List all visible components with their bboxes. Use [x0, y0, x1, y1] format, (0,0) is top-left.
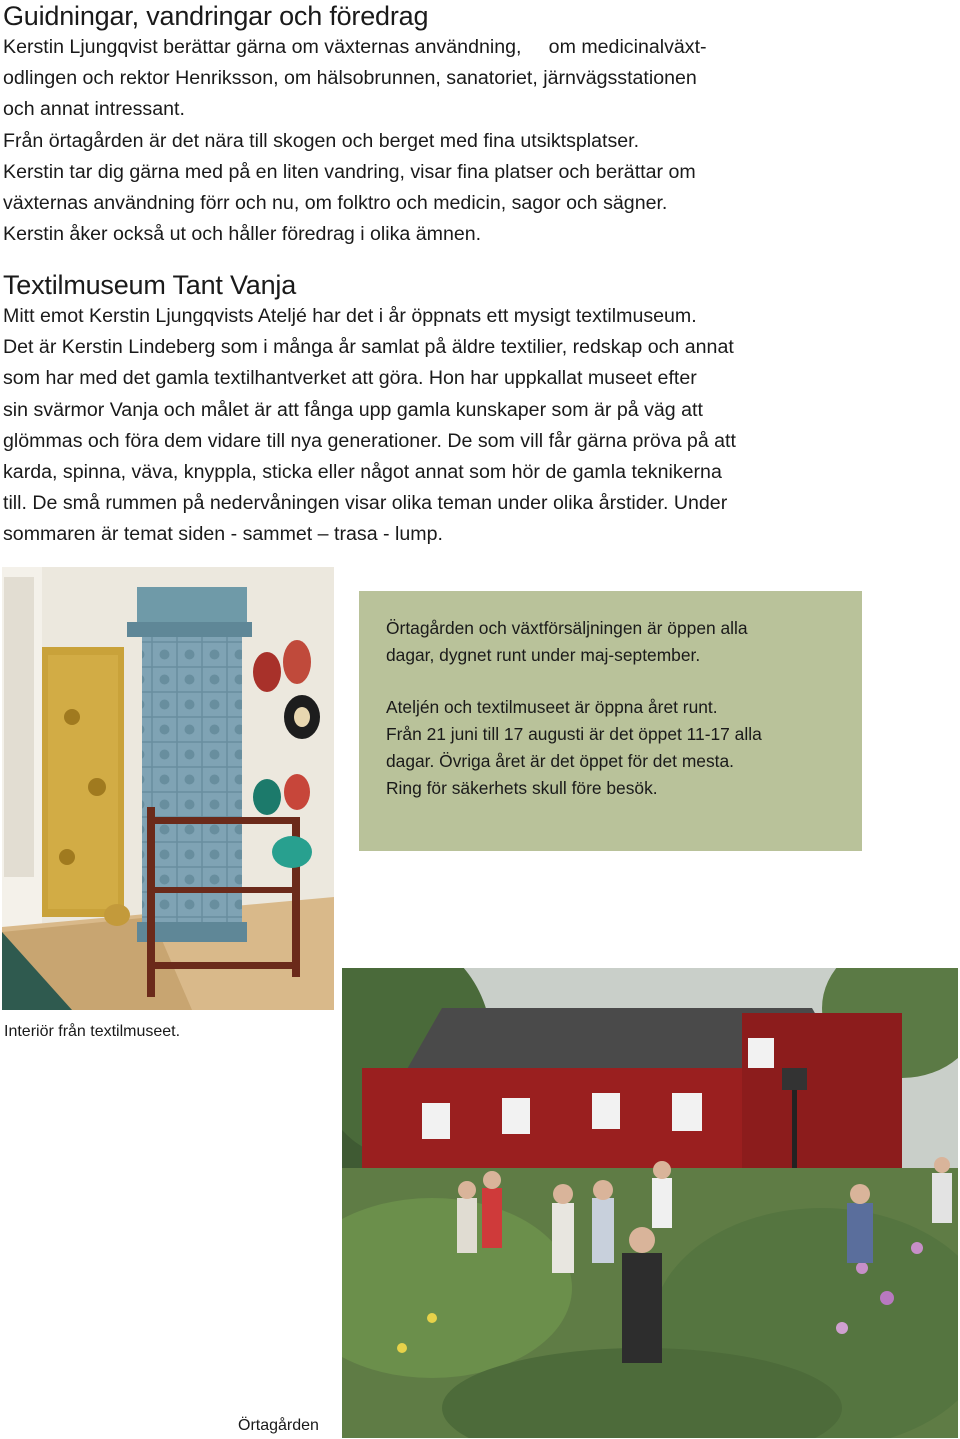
text-line: Från örtagården är det nära till skogen och berget med fina utsiktsplatser.: [3, 129, 640, 152]
interior-photo-caption: Interiör från textilmuseet.: [4, 1023, 181, 1040]
garden-photo-caption: Örtagården: [238, 1417, 319, 1434]
section-heading-guidningar: Guidningar, vandringar och föredrag: [3, 1, 429, 31]
interior-photo: [2, 567, 334, 1010]
text-line: Kerstin åker också ut och håller föredrag i olika ämnen.: [3, 223, 482, 246]
info-line: dagar. Övriga året är det öppet för det mesta.: [386, 751, 735, 771]
text-line: Det är Kerstin Lindeberg som i många år samlat på äldre textilier, redskap och annat: [3, 336, 734, 359]
text-line: sommaren är temat siden - sammet – trasa - lump.: [3, 523, 443, 546]
text-line: sin svärmor Vanja och målet är att fånga upp gamla kunskaper som är på väg att: [3, 398, 703, 421]
text-line: växternas användning förr och nu, om folktro och medicin, sagor och sägner.: [3, 191, 668, 214]
opening-hours-box: [359, 591, 862, 851]
section-heading-textilmuseum: Textilmuseum Tant Vanja: [3, 270, 297, 300]
text-line: glömmas och föra dem vidare till nya generationer. De som vill får gärna pröva på att: [3, 429, 736, 452]
text-line: som har med det gamla textilhantverket att göra. Hon har uppkallat museet efter: [3, 367, 697, 390]
text-line: Kerstin Ljungqvist berättar gärna om växternas användning, om medicinalväxt-: [3, 36, 707, 58]
info-line: Ring för säkerhets skull före besök.: [386, 778, 658, 798]
text-line: och annat intressant.: [3, 98, 185, 121]
info-line: Örtagården och växtförsäljningen är öppen alla: [386, 618, 748, 638]
garden-illustration: [342, 968, 958, 1438]
info-line: Ateljén och textilmuseet är öppna året runt.: [386, 697, 718, 717]
text-line: karda, spinna, väva, knyppla, sticka eller något annat som hör de gamla teknikerna: [3, 460, 722, 483]
info-line: dagar, dygnet runt under maj-september.: [386, 645, 701, 665]
text-line: odlingen och rektor Henriksson, om hälsobrunnen, sanatoriet, järnvägsstationen: [3, 67, 697, 90]
text-line: till. De små rummen på nedervåningen visar olika teman under olika årstider. Under: [3, 492, 728, 515]
info-line: Från 21 juni till 17 augusti är det öppet 11-17 alla: [386, 724, 762, 744]
section-body-guidningar: [3, 32, 958, 250]
garden-photo: [342, 968, 958, 1438]
text-line: Mitt emot Kerstin Ljungqvists Ateljé har det i år öppnats ett mysigt textilmuseum.: [3, 305, 697, 327]
interior-illustration: [2, 567, 334, 1010]
text-line: Kerstin tar dig gärna med på en liten vandring, visar fina platser och berättar om: [3, 160, 696, 183]
section-body-textilmuseum: [3, 301, 958, 551]
